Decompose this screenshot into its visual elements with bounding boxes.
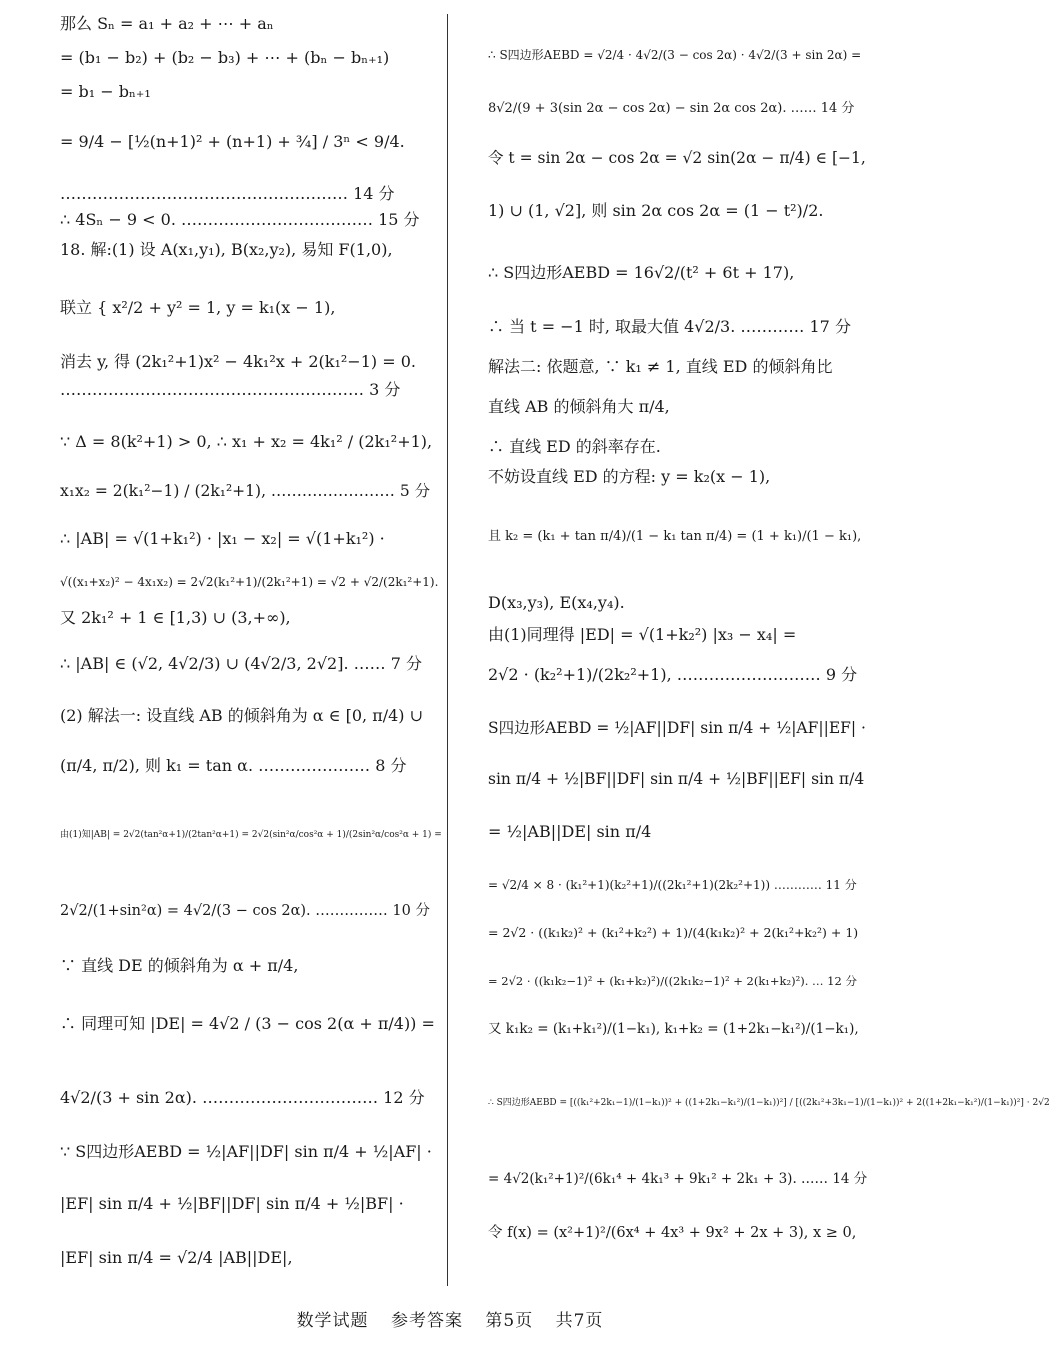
left-col-line: (2) 解法一: 设直线 AB 的倾斜角为 α ∈ [0, π/4) ∪ xyxy=(60,706,424,726)
left-col-line: |EF| sin π/4 + ½|BF||DF| sin π/4 + ½|BF| · xyxy=(60,1193,404,1213)
footer-label: 参考答案 xyxy=(390,1311,463,1331)
right-col-line: S四边形AEBD = ½|AF||DF| sin π/4 + ½|AF||EF| · xyxy=(488,718,866,737)
left-col-line: = 9/4 − [½(n+1)² + (n+1) + ¾] / 3ⁿ < 9/4. xyxy=(60,132,405,151)
left-col-line: 又 2k₁² + 1 ∈ [1,3) ∪ (3,+∞), xyxy=(60,608,291,628)
right-col-line: = √2/4 × 8 · (k₁²+1)(k₂²+1)/((2k₁²+1)(2k₂²+1)) ………… 11 分 xyxy=(488,877,857,892)
right-col-line: ∴ S四边形AEBD = √2/4 · 4√2/(3 − cos 2α) · 4√2/(3 + sin 2α) = xyxy=(488,48,862,62)
column-divider xyxy=(447,14,448,1286)
right-col-line: 8√2/(9 + 3(sin 2α − cos 2α) − sin 2α cos 2α). …… 14 分 xyxy=(488,101,855,116)
right-col-line: sin π/4 + ½|BF||DF| sin π/4 + ½|BF||EF| sin π/4 xyxy=(488,770,865,789)
right-col-line: ∴ S四边形AEBD = 16√2/(t² + 6t + 17), xyxy=(488,262,795,282)
footer-subject: 数学试题 xyxy=(296,1311,369,1331)
right-col-line: 又 k₁k₂ = (k₁+k₁²)/(1−k₁), k₁+k₂ = (1+2k₁−k₁²)/(1−k₁), xyxy=(488,1020,859,1037)
left-col-line: 消去 y, 得 (2k₁²+1)x² − 4k₁²x + 2(k₁²−1) = 0. xyxy=(60,352,416,371)
right-col-line: = ½|AB||DE| sin π/4 xyxy=(488,821,652,841)
left-col-line: ∵ Δ = 8(k²+1) > 0, ∴ x₁ + x₂ = 4k₁² / (2k₁²+1), xyxy=(60,432,433,451)
left-column xyxy=(60,14,440,1268)
right-col-line: 解法二: 依题意, ∵ k₁ ≠ 1, 直线 ED 的倾斜角比 xyxy=(488,356,833,376)
left-col-line: |EF| sin π/4 = √2/4 |AB||DE|, xyxy=(60,1247,293,1267)
left-col-line: ………………………………………………… 3 分 xyxy=(60,380,401,399)
left-col-line: √((x₁+x₂)² − 4x₁x₂) = 2√2(k₁²+1)/(2k₁²+1) = √2 + √2/(2k₁²+1). xyxy=(60,575,439,590)
left-col-line: ∴ 同理可知 |DE| = 4√2 / (3 − cos 2(α + π/4)) = xyxy=(60,1013,435,1033)
left-col-line: = b₁ − bₙ₊₁ xyxy=(60,82,151,101)
right-col-line: 不妨设直线 ED 的方程: y = k₂(x − 1), xyxy=(488,466,771,486)
right-col-line: ∴ S四边形AEBD = [((k₁²+2k₁−1)/(1−k₁))² + ((1+2k₁−k₁²)/(1−k₁))²] / [((2k₁²+3k₁−1)/(1−k₁))² + 2((1+2k₁−k₁²)/(1−k₁))²] · 2√2 xyxy=(488,1097,1050,1108)
right-col-line: = 4√2(k₁²+1)²/(6k₁⁴ + 4k₁³ + 9k₁² + 2k₁ + 3). …… 14 分 xyxy=(488,1170,868,1187)
right-col-line: 令 t = sin 2α − cos 2α = √2 sin(2α − π/4) ∈ [−1, xyxy=(488,149,866,168)
right-col-line: D(x₃,y₃), E(x₄,y₄). xyxy=(488,592,625,612)
left-col-line: = (b₁ − b₂) + (b₂ − b₃) + ⋯ + (bₙ − bₙ₊₁) xyxy=(60,48,390,67)
left-col-line: 那么 Sₙ = a₁ + a₂ + ⋯ + aₙ xyxy=(60,14,274,33)
page-footer xyxy=(0,1306,900,1331)
left-col-line: ∴ 4Sₙ − 9 < 0. ……………………………… 15 分 xyxy=(60,210,420,229)
left-col-line: ∴ |AB| = √(1+k₁²) · |x₁ − x₂| = √(1+k₁²) · xyxy=(60,529,385,549)
left-col-line: 由(1)知|AB| = 2√2(tan²α+1)/(2tan²α+1) = 2√2(sin²α/cos²α + 1)/(2sin²α/cos²α + 1) = xyxy=(60,830,442,841)
left-col-line: 2√2/(1+sin²α) = 4√2/(3 − cos 2α). …………… 10 分 xyxy=(60,902,430,919)
footer-total: 共7页 xyxy=(555,1311,604,1331)
right-col-line: 由(1)同理得 |ED| = √(1+k₂²) |x₃ − x₄| = xyxy=(488,624,797,644)
right-col-line: = 2√2 · ((k₁k₂)² + (k₁²+k₂²) + 1)/(4(k₁k₂)² + 2(k₁²+k₂²) + 1) xyxy=(488,924,859,940)
left-col-line: ∵ S四边形AEBD = ½|AF||DF| sin π/4 + ½|AF| · xyxy=(60,1141,432,1161)
left-col-line: (π/4, π/2), 则 k₁ = tan α. ………………… 8 分 xyxy=(60,756,407,776)
left-col-line: x₁x₂ = 2(k₁²−1) / (2k₁²+1), …………………… 5 分 xyxy=(60,482,431,500)
right-col-line: 1) ∪ (1, √2], 则 sin 2α cos 2α = (1 − t²)/2. xyxy=(488,200,824,220)
right-col-line: = 2√2 · ((k₁k₂−1)² + (k₁+k₂)²)/((2k₁k₂−1)² + 2(k₁+k₂)²). … 12 分 xyxy=(488,974,857,989)
footer-page: 第5页 xyxy=(485,1311,534,1331)
right-col-line: 2√2 · (k₂²+1)/(2k₂²+1), ……………………… 9 分 xyxy=(488,664,858,684)
right-col-line: ∴ 直线 ED 的斜率存在. xyxy=(488,436,661,456)
left-col-line: ∴ |AB| ∈ (√2, 4√2/3) ∪ (4√2/3, 2√2]. …… 7 分 xyxy=(60,654,422,674)
right-column xyxy=(488,14,1050,1242)
left-col-line: ……………………………………………… 14 分 xyxy=(60,184,395,203)
left-col-line: ∵ 直线 DE 的倾斜角为 α + π/4, xyxy=(60,955,299,975)
right-col-line: 且 k₂ = (k₁ + tan π/4)/(1 − k₁ tan π/4) = (1 + k₁)/(1 − k₁), xyxy=(488,528,862,544)
left-col-line: 4√2/(3 + sin 2α). …………………………… 12 分 xyxy=(60,1087,425,1107)
right-col-line: 直线 AB 的倾斜角大 π/4, xyxy=(488,396,670,416)
right-col-line: 令 f(x) = (x²+1)²/(6x⁴ + 4x³ + 9x² + 2x + 3), x ≥ 0, xyxy=(488,1224,857,1241)
left-col-line: 18. 解:(1) 设 A(x₁,y₁), B(x₂,y₂), 易知 F(1,0), xyxy=(60,240,393,259)
left-col-line: 联立 { x²/2 + y² = 1, y = k₁(x − 1), xyxy=(60,298,336,317)
right-col-line: ∴ 当 t = −1 时, 取最大值 4√2/3. ………… 17 分 xyxy=(488,316,851,336)
